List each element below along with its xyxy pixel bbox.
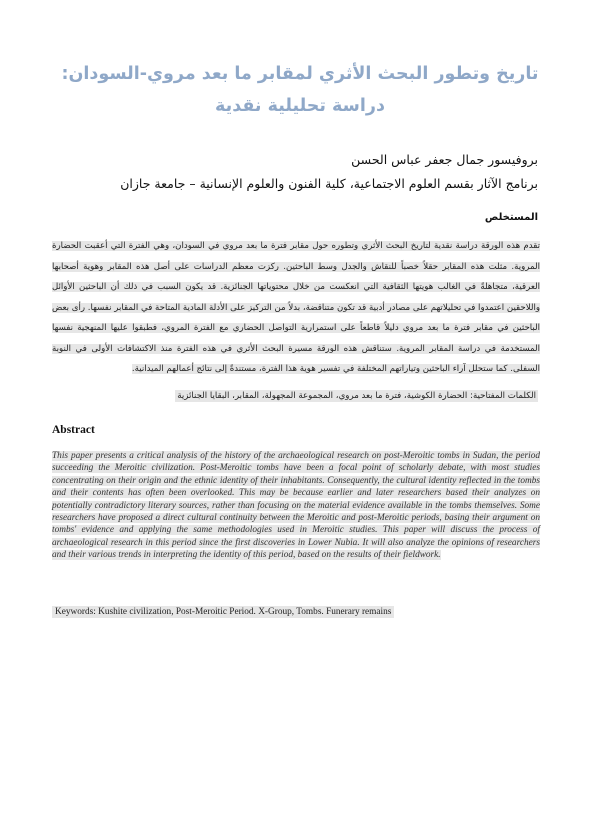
author-name: بروفيسور جمال جعفر عباس الحسن: [351, 152, 538, 167]
english-abstract-body: This paper presents a critical analysis of the history of the archaeological research on post-Meroitic tombs in Sudan, the period succeeding the Meroitic civilization. Post-Meroitic tombs have been a focal point of scholarly debate, with most studies concentrating on their origin and the ethnic identity of their inhabitants. Consequently, the cultural identity reflected in the tombs and their contents has often been overlooked. This may be because earlier and later researchers based their analyzes on potentially contradictory literary sources, rather than focusing on the material evidence available in the tombs themselves. Some researchers have proposed a direct cultural continuity between the Meroitic and post-Meroitic periods, basing their argument on tombs' evidence and applying the same methodologies used in Meroitic studies. This paper will discuss the process of archaeological research in this period since the first discoveries in Lower Nubia. It will also analyze the opinions of researchers and their various trends in interpreting the identity of this period, based on the results of their fieldwork.: [52, 451, 540, 561]
arabic-abstract-text: [52, 236, 540, 380]
author-block: [58, 148, 538, 196]
arabic-keywords: الكلمات المفتاحية: الحضارة الكوشية، فترة ما بعد مروي، المجموعة المجهولة، المقابر، البقايا الجنائزية: [177, 391, 536, 401]
english-abstract-heading: Abstract: [52, 424, 95, 436]
author-affiliation: برنامج الآثار بقسم العلوم الاجتماعية، كلية الفنون والعلوم الإنسانية – جامعة جازان: [120, 176, 538, 191]
english-abstract-text: [52, 450, 540, 562]
english-keywords: Keywords: Kushite civilization, Post-Meroitic Period. X-Group, Tombs. Funerary remains: [52, 606, 394, 618]
paper-title-line-1: تاريخ وتطور البحث الأثري لمقابر ما بعد مروي-السودان:: [61, 64, 539, 84]
paper-title-line-2: دراسة تحليلية نقدية: [215, 96, 385, 116]
arabic-abstract-body: تقدم هذه الورقة دراسة نقدية لتاريخ البحث الأثري وتطوره حول مقابر فترة ما بعد مروي في السودان، وهي الفترة التي أعقبت الحضارة المروية. مثلت هذه المقابر حقلاً خصباً للنقاش والجدل وسط الباحثين. ركزت معظم الدراسات على أصل هذه المقابر وهوية أصحابها العرقية، متجاهلةً في الغالب هويتها الثقافية التي انعكست من خلال محتوياتها الجنائزية. قد يكون السبب في ذلك أن الباحثين الأوائل واللاحقين اعتمدوا في تحليلاتهم على مصادر أدبية قد تكون متناقضة، بدلاً من التركيز على الأدلة المادية المتاحة في المقابر نفسها. رأى بعض الباحثين في مقابر فترة ما بعد مروي دليلاً قاطعاً على استمرارية التواصل الحضاري مع الفترة المروي، فطبقوا عليها المنهجية نفسها المستخدمة في دراسة المقابر المروية. ستناقش هذه الورقة مسيرة البحث الأثري في هذه الفترة منذ الاكتشافات الأولى في النوبة السفلى. كما ستحلل آراء الباحثين وتياراتهم المختلفة في تفسير هوية هذا الفترة، مستندةً إلى نتائج أعمالهم الميدانية.: [52, 241, 540, 374]
paper-title: [60, 58, 540, 122]
arabic-abstract-heading: المستخلص: [484, 212, 538, 223]
